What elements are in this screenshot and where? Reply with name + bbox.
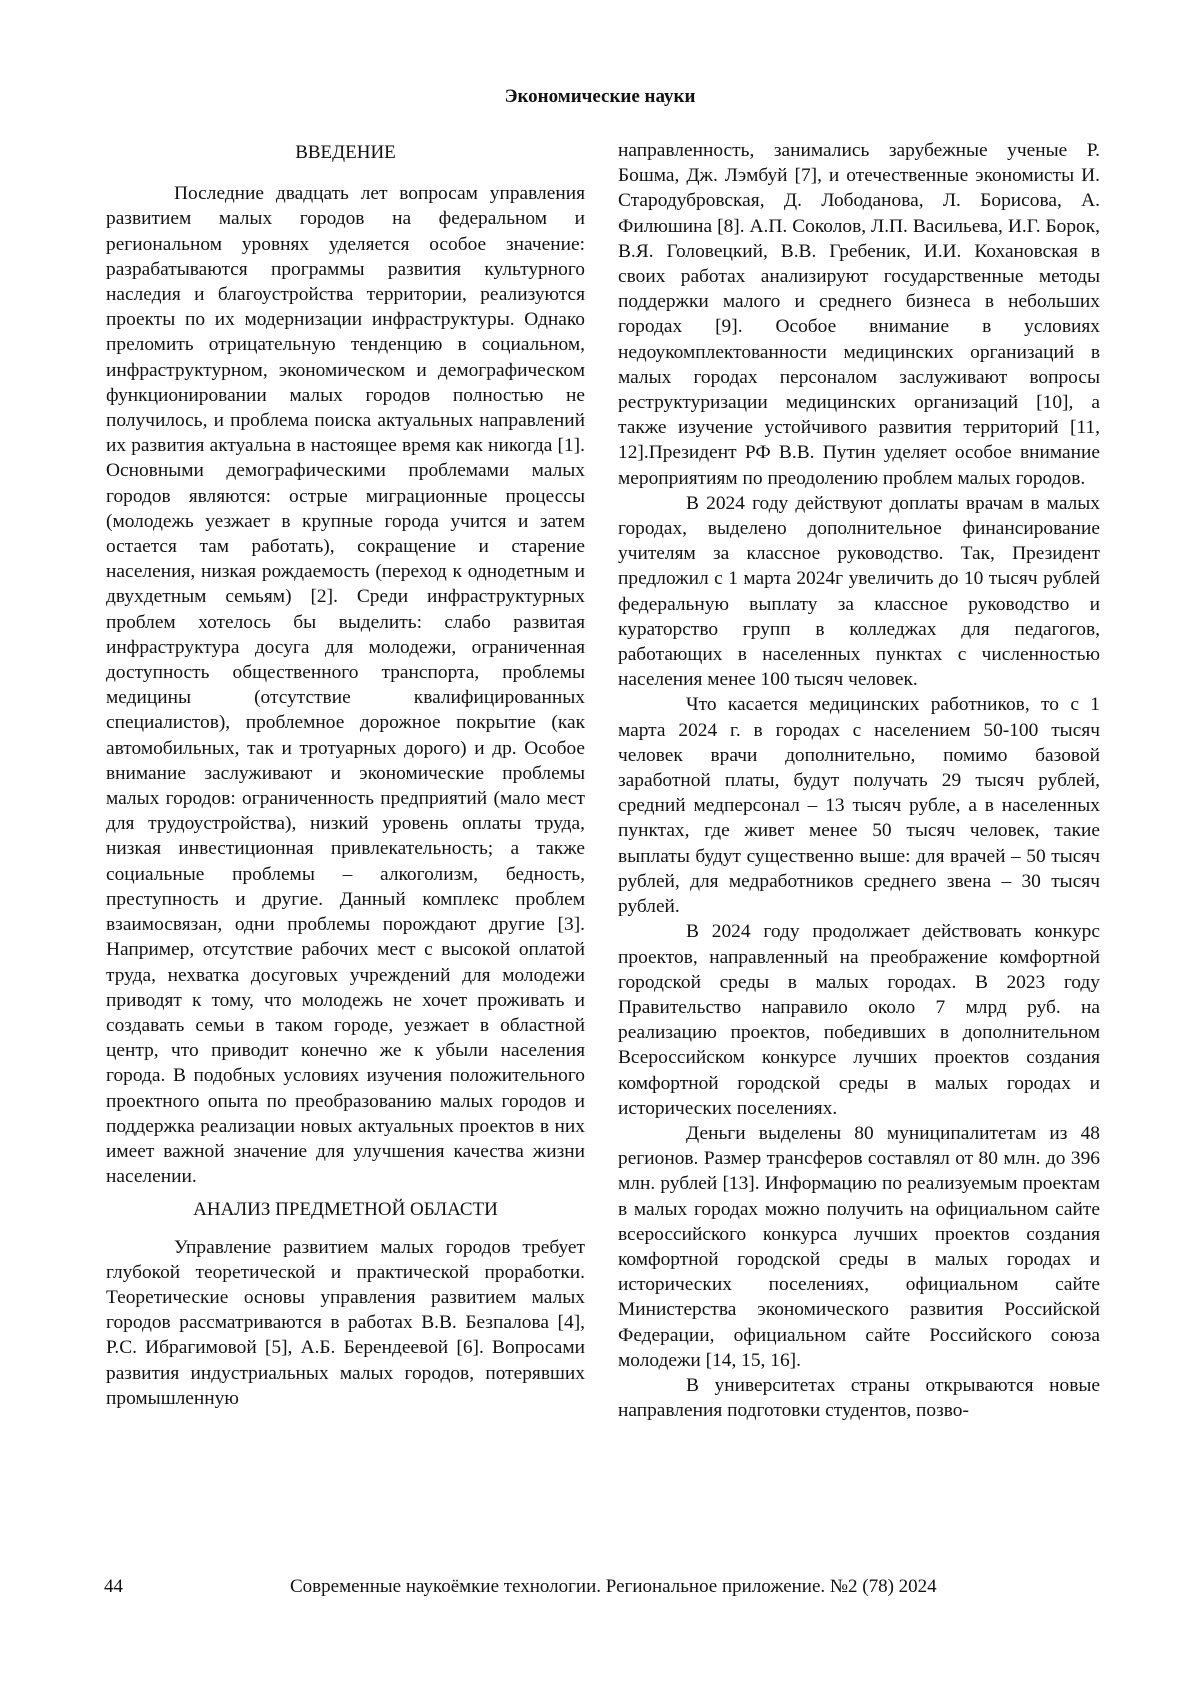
left-column <box>106 140 585 1411</box>
page-number: 44 <box>104 1576 123 1597</box>
right-column <box>618 138 1100 1423</box>
heading-introduction: ВВЕДЕНИЕ <box>295 142 396 163</box>
journal-title: Современные наукоёмкие технологии. Региональное приложение. №2 (78) 2024 <box>290 1576 937 1597</box>
section-title: Экономические науки <box>504 86 696 107</box>
paragraph-urban-environment-contest: В 2024 году продолжает действовать конкурс проектов, направленный на преображение комфортной городской среды в малых городах. В 2023 году Правительство направило около 7 млрд руб. на реализацию проектов, победивших в дополнительном Всероссийском конкурсе лучших проектов создания комфортной городской среды в малых городах и исторических поселениях. <box>618 921 1100 1119</box>
analysis-paragraph: Управление развитием малых городов требует глубокой теоретической и практической проработки. Теоретические основы управления развитием малых городов рассматриваются в работах В.В. Безпалова [4], Р.С. Ибрагимовой [5], А.Б. Берендеевой [6]. Вопросами развития индустриальных малых городов, потерявших промышленную <box>106 1236 585 1409</box>
paragraph-bonuses: В 2024 году действуют доплаты врачам в малых городах, выделено дополнительное финансирование учителям за классное руководство. Так, Президент предложил с 1 марта 2024г увеличить до 10 тысяч рублей федеральную выплату за классное руководство и кураторство групп в колледжах для педагогов, работающих в населенных пунктах с численностью населения менее 100 тысяч человек. <box>618 492 1100 691</box>
introduction-paragraph: Последние двадцать лет вопросам управления развитием малых городов на федеральном и региональном уровнях уделяется особое значение: разрабатываются программы развития культурного наследия и благоустройства территории, реализуются проекты по их модернизации инфраструктуры. Однако преломить отрицательную тенденцию в социальном, инфраструктурном, экономическом и демографическом функционировании малых городов полностью не получилось, и проблема поиска актуальных направлений их развития актуальна в настоящее время как никогда [1]. Основными демографическими проблемами малых городов являются: острые миграционные процессы (молодежь уезжает в крупные города учится и затем остается там работать), сокращение и старение населения, низкая рождаемость (переход к однодетным и двухдетным семьям) [2]. Среди инфраструктурных проблем хотелось бы выделить: слабо развитая инфраструктура досуга для молодежи, ограниченная доступность общественного транспорта, проблемы медицины (отсутствие квалифицированных специалистов), проблемное дорожное покрытие (как автомобильных, так и тротуарных дорого) и др. Особое внимание заслуживают и экономические проблемы малых городов: ограниченность предприятий (мало мест для трудоустройства), низкий уровень оплаты труда, низкая инвестиционная привлекательность; а также социальные проблемы – алкоголизм, бедность, преступность и другие. Данный комплекс проблем взаимосвязан, одни проблемы порождают другие [3]. Например, отсутствие рабочих мест с высокой оплатой труда, нехватка досуговых учреждений для молодежи приводят к тому, что молодежь не хочет проживать и создавать семьи в таком городе, уезжает в областной центр, что приводит конечно же к убыли населения города. В подобных условиях изучения положительного проектного опыта по преобразованию малых городов и поддержка реализации новых актуальных проектов в них имеет важной значение для улучшения качества жизни населении. <box>106 183 585 1188</box>
continuation-paragraph: направленность, занимались зарубежные ученые Р. Бошма, Дж. Лэмбуй [7], и отечественные экономисты И. Стародубровская, Д. Лободанова, Л. Борисова, А. Филюшина [8]. А.П. Соколов, Л.П. Васильева, И.Г. Борок, В.Я. Головецкий, В.В. Гребеник, И.И. Кохановская в своих работах анализируют государственные методы поддержки малого и среднего бизнеса в небольших городах [9]. Особое внимание в условиях недоукомплектованности медицинских организаций в малых городах персоналом заслуживают вопросы реструктуризации медицинских организаций [10], а также изучение устойчивого развития территорий [11, 12].Президент РФ В.В. Путин уделяет особое внимание мероприятиям по преодолению проблем малых городов. <box>618 140 1100 489</box>
paragraph-medical-workers: Что касается медицинских работников, то с 1 марта 2024 г. в городах с населением 50-100 тысяч человек врачи дополнительно, помимо базовой заработной платы, будут получать 29 тысяч рублей, средний медперсонал – 13 тысяч рубле, а в населенных пунктах, где живет менее 50 тысяч человек, такие выплаты будут существенно выше: для врачей – 50 тысяч рублей, для медработников среднего звена – 30 тысяч рублей. <box>618 694 1100 918</box>
paragraph-municipalities: Деньги выделены 80 муниципалитетам из 48 регионов. Размер трансферов составлял от 80 млн. до 396 млн. рублей [13]. Информацию по реализуемым проектам в малых городах можно получить на официальном сайте всероссийского конкурса лучших проектов создания комфортной городской среды в малых городах и исторических поселениях, официальном сайте Министерства экономического развития Российской Федерации, официальном сайте Российского союза молодежи [14, 15, 16]. <box>618 1122 1100 1371</box>
heading-subject-analysis: АНАЛИЗ ПРЕДМЕТНОЙ ОБЛАСТИ <box>193 1199 498 1221</box>
paragraph-universities: В университетах страны открываются новые направления подготовки студентов, позво- <box>618 1374 1100 1422</box>
